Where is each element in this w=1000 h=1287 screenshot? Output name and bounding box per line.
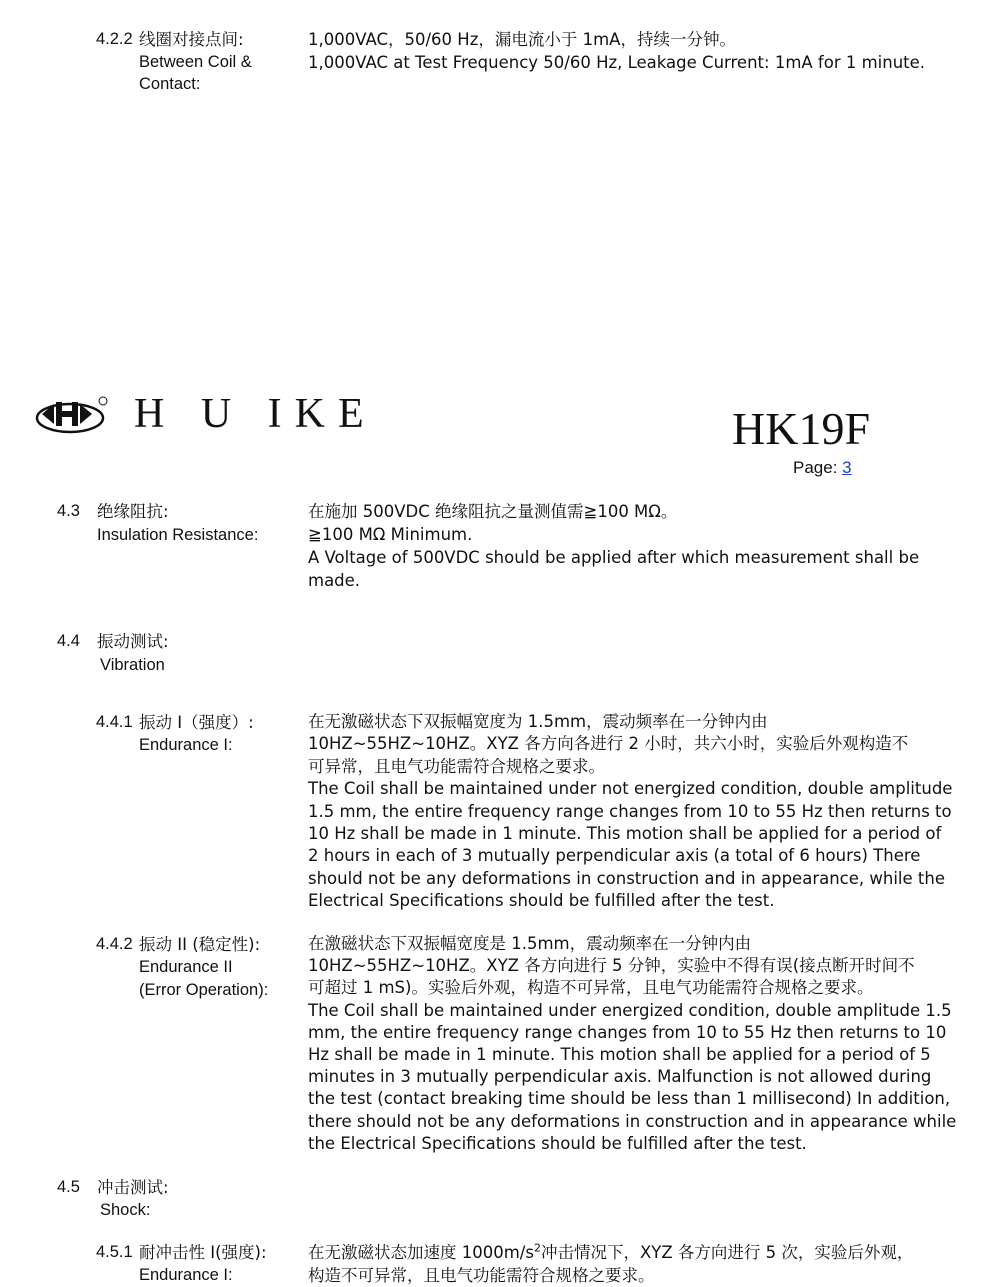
section-label-en: Insulation Resistance: (97, 526, 259, 544)
section-label-en: Endurance I: (139, 1266, 233, 1284)
model-number: HK19F (732, 403, 871, 454)
section-number: 4.2.2 (96, 30, 133, 48)
section-body: 在无激磁状态加速度 $1000m/s^2$冲击情况下，XYZ 各方向进行 5 次，实验后外观， 构造不可异常，且电气功能需符合规格之要求。 (308, 1241, 914, 1285)
section-label-en: Vibration (100, 656, 165, 674)
section-body: 在无激磁状态下双振幅宽度为 1.5mm，震动频率在一分钟内由 10HZ~55HZ~10HZ。XYZ 各方向各进行 2 小时，共六小时，实验后外观构造不 可异常，且电气功能需符合规格之要求。 The Coil shall be maintained under not energized condition, double amplitude 1.5 mm, the entire frequency range changes from 10 to 55 Hz then returns to 10 Hz shall be made in 1 minute. This motion shall be applied for a period of 2 hours in each of 3 mutually perpendicular axis (a total of 6 hours) There should not be any deformations in construction and in appearance, while the Electrical Specifications should be fulfilled after the test. (308, 712, 953, 911)
section-number: 4.4.2 (96, 935, 133, 953)
section-body: 1,000VAC，50/60 Hz，漏电流小于 1mA，持续一分钟。 1,000VAC at Test Frequency 50/60 Hz, Leakage Current: 1mA for 1 minute. (308, 30, 926, 72)
section-label-cn: 振动测试: (97, 632, 169, 651)
section-number: 4.5 (57, 1178, 80, 1196)
section-label-en: Shock: (100, 1201, 151, 1219)
section-number: 4.3 (57, 502, 80, 520)
body-line: 在无激磁状态加速度 $1000m/s^2$冲击情况下，XYZ 各方向进行 5 次，实验后外观， (308, 1241, 914, 1262)
section-label-cn: 冲击测试: (97, 1178, 169, 1197)
section-label-en: Between Coil & Contact: (139, 53, 252, 93)
page-indicator (793, 458, 852, 478)
section-number: 4.4 (57, 632, 80, 650)
section-number: 4.5.1 (96, 1243, 133, 1261)
section-label-cn: 振动 I（强度）: (139, 713, 254, 732)
section-label-en: Endurance II (Error Operation): (139, 958, 269, 999)
section-label-cn: 振动 II (稳定性): (139, 935, 261, 954)
section-body: 在施加 500VDC 绝缘阻抗之量测值需≧100 MΩ。 ≧100 MΩ Minimum. A Voltage of 500VDC should be applied after which measurement shall be made. (308, 502, 920, 590)
section-label-cn: 耐冲击性 I(强度): (139, 1243, 267, 1262)
section-label-en: Endurance I: (139, 736, 233, 754)
section-number: 4.4.1 (96, 713, 133, 731)
page-number-link[interactable]: 3 (842, 458, 852, 477)
brand-name: H U IKE (134, 391, 377, 437)
section-body: 在激磁状态下双振幅宽度是 1.5mm，震动频率在一分钟内由 10HZ~55HZ~10HZ。XYZ 各方向进行 5 分钟，实验中不得有误(接点断开时间不 可超过 1 mS)。实验后外观，构造不可异常，且电气功能需符合规格之要求。 The Coil shall be maintained under energized condition, double amplitude 1.5 mm, the entire frequency range changes from 10 to 55 Hz then returns to 10 Hz shall be made in 1 minute. This motion shall be applied for a period of 5 minutes in 3 mutually perpendicular axis. Malfunction is not allowed during the test (contact breaking time should be less than 1 millisecond) In addition, there should not be any deformations in construction and in appearance while the Electrical Specifications should be fulfilled after the test. (308, 934, 957, 1153)
section-label-cn: 绝缘阻抗: (97, 502, 169, 521)
section-label-cn: 线圈对接点间: (139, 30, 244, 49)
page-label: Page: (793, 458, 838, 477)
